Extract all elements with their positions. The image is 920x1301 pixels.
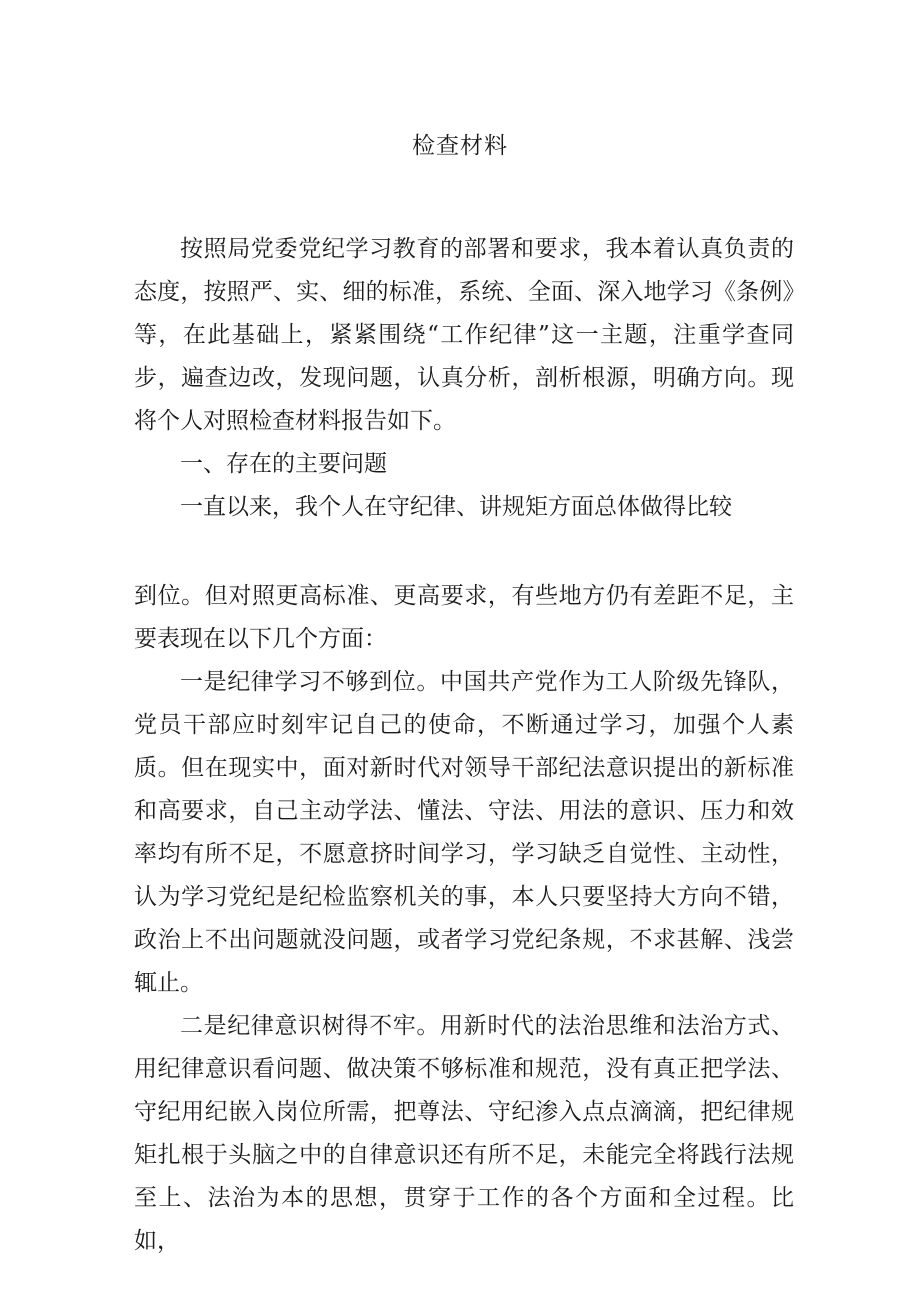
section-lead-paragraph: 一直以来，我个人在守纪律、讲规矩方面总体做得比较 (180, 494, 732, 520)
item-paragraph-2: 二是纪律意识树得不牢。用新时代的法治思维和法治方式、用纪律意识看问题、做决策不够标准和规范，没有真正把学法、守纪用纪嵌入岗位所需，把尊法、守纪渗入点点滴滴，把纪律规矩扎根于头脑之中的自律意识还有所不足，未能完全将践行法规至上、法治为本的思想，贯穿于工作的各个方面和全过程。比如， (134, 1013, 794, 1254)
document-title: 检查材料 (412, 133, 508, 159)
section-heading: 一、存在的主要问题 (180, 451, 387, 477)
intro-paragraph: 按照局党委党纪学习教育的部署和要求，我本着认真负责的态度，按照严、实、细的标准，系统、全面、深入地学习《条例》等，在此基础上，紧紧围绕“工作纪律”这一主题，注重学查同步，遍查边改，发现问题，认真分析，剖析根源，明确方向。现将个人对照检查材料报告如下。 (134, 236, 794, 434)
section-lead-continuation: 到位。但对照更高标准、更高要求，有些地方仍有差距不足，主要表现在以下几个方面： (134, 583, 794, 652)
body-block-top (134, 228, 794, 529)
item-paragraph-1: 一是纪律学习不够到位。中国共产党作为工人阶级先锋队，党员干部应时刻牢记自己的使命，不断通过学习，加强个人素质。但在现实中，面对新时代对领导干部纪法意识提出的新标准和高要求，自己主动学法、懂法、守法、用法的意识、压力和效率均有所不足，不愿意挤时间学习，学习缺乏自觉性、主动性，认为学习党纪是纪检监察机关的事，本人只要坚持大方向不错，政治上不出问题就没问题，或者学习党纪条规，不求甚解、浅尝辄止。 (134, 669, 794, 996)
body-block-bottom (134, 575, 794, 1263)
